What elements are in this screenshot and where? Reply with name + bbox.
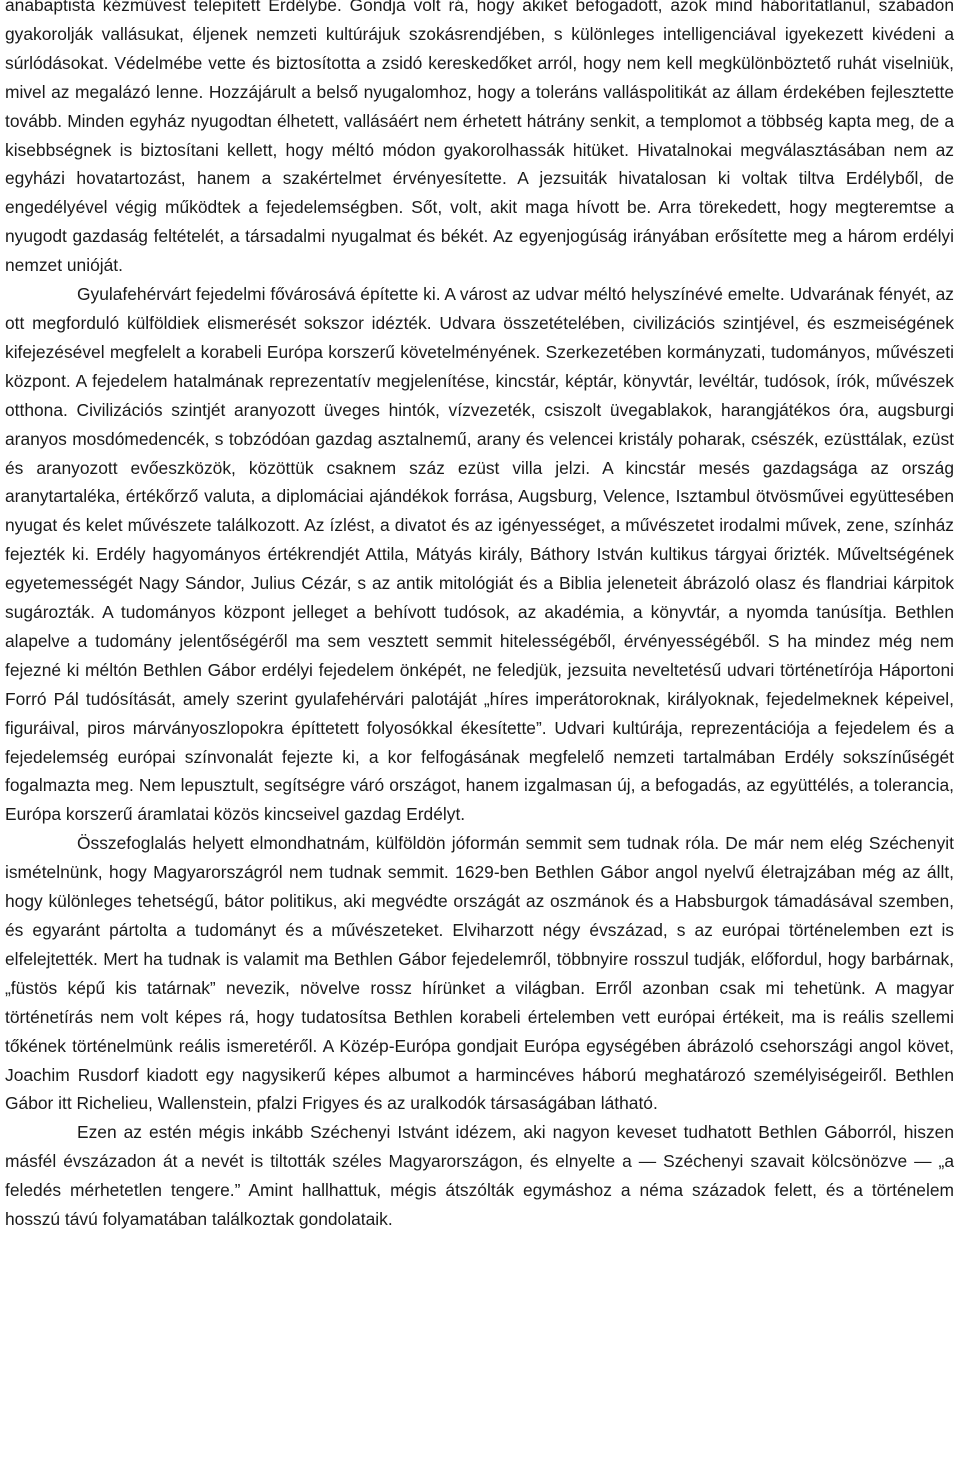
paragraph-szechenyi: Ezen az estén mégis inkább Széchenyi Istvánt idézem, aki nagyon keveset tudhatott Bethlen Gáborról, hiszen másfél évszázadon át a nevét is tiltották széles Magyarországon, és elnyelte a — Széchenyi szavait kölcsönözve — „a feledés mérhetetlen tengere.” Amint hallhattuk, mégis átszólták egymáshoz a néma századok felett, és a történelem hosszú távú folyamatában találkoztak gondolataik. — [5, 1122, 954, 1230]
paragraph-tolerance: anabaptista kézművest telepített Erdélybe. Gondja volt rá, hogy akiket befogadott, azok mind háborítatlanul, szabadon gyakorolják vallásukat, éljenek nemzeti kultúrájuk szokásrendjében, s különleges intelligenciával igyekezett kivédeni a súrlódásokat. Védelmébe vette és biztosította a zsidó kereskedőket arról, hogy nem kell megkülönböztető ruhát viselniük, mivel az megalázó lenne. Hozzájárult a belső nyugalomhoz, hogy a toleráns valláspolitikát az állam érdekében fejlesztette tovább. Minden egyház nyugodtan élhetett, vallásáért nem érhetett hátrány senkit, a templomot a többség kapta meg, de a kisebbségnek is biztosítani kellett, hogy méltó módon gyakorolhassák hitüket. Hivatalnokai megválasztásában nem az egyházi hovatartozást, hanem a szakértelmet érvényesítette. A jezsuiták hivatalosan ki voltak tiltva Erdélyből, de engedélyével végig működtek a fejedelemségben. Sőt, volt, akit maga hívott be. Arra törekedett, hogy megteremtse a nyugodt gazdaság feltételét, a társadalmi nyugalmat és békét. Az egyenjogúság irányában erősítette meg a három erdélyi nemzet unióját. — [5, 0, 954, 276]
paragraph-court-gyulafehervar: Gyulafehérvárt fejedelmi fővárosává építette ki. A várost az udvar méltó helyszínévé emelte. Udvarának fényét, az ott megforduló külföldiek elismerését sokszor idézték. Udvara összetételében, civilizációs szintjével, és eszmeiségének kifejezésével megfelelt a korabeli Európa korszerű követelményének. Szerkezetében kormányzati, tudományos, művészeti központ. A fejedelem hatalmának reprezentatív megjelenítése, kincstár, képtár, könyvtár, levéltár, tudósok, írók, művészek otthona. Civilizációs szintjét aranyozott üveges hintók, vízvezeték, csiszolt üvegablakok, harangjátékos óra, augsburgi aranyos mosdómedencék, s tobzódóan gazdag asztalnemű, arany és velencei kristály poharak, csészék, ezüsttálak, ezüst és aranyozott evőeszközök, közöttük csaknem száz ezüst villa jelzi. A kincstár mesés gazdagsága az ország aranytartaléka, értékőrző valuta, a diplomáciai ajándékok forrása, Augsburg, Velence, Isztambul ötvösművei együttesében nyugat és kelet művészete találkozott. Az ízlést, a divatot és az igényességet, a művészetet irodalmi művek, zene, színház fejezték ki. Erdély hagyományos értékrendjét Attila, Mátyás király, Báthory István kultikus tárgyai őrizték. Műveltségének egyetemességét Nagy Sándor, Julius Cézár, s az antik mitológiát és a Biblia jeleneteit ábrázoló olasz és flandriai kárpitok sugározták. A tudományos központ jelleget a behívott tudósok, az akadémia, a könyvtár, a nyomda tanúsítja. Bethlen alapelve a tudomány jelentőségéről ma sem vesztett semmit hitelességéből, érvényességéből. S ha mindez még nem fejezné ki méltón Bethlen Gábor erdélyi fejedelem önképét, ne feledjük, jezsuita neveltetésű udvari történetírója Háportoni Forró Pál tudósítását, amely szerint gyulafehérvári palotáját „híres imperátoroknak, királyoknak, fejedelmeknek képeivel, figuráival, piros márványoszlopokra építtetett folyosókkal ékesítette”. Udvari kultúrája, reprezentációja a fejedelem és a fejedelemség európai színvonalát fejezte ki, a kor felfogásának megfelelő nemzeti tartalmában Erdély sokszínűségét fogalmazta meg. Nem lepusztult, segítségre váró országot, hanem izgalmasan új, a befogadás, az együttélés, a tolerancia, Európa korszerű áramlatai közös kincseivel gazdag Erdélyt. — [5, 284, 954, 825]
paragraph-european-reputation: Összefoglalás helyett elmondhatnám, külföldön jóformán semmit sem tudnak róla. De már nem elég Széchenyit ismételnünk, hogy Magyarországról nem tudnak semmit. 1629-ben Bethlen Gábor angol nyelvű életrajzában még az állt, hogy különleges tehetségű, bátor politikus, aki megvédte országát az oszmánok és a Habsburgok támadásával szemben, és egyaránt pártolta a tudományt és a művészeteket. Elviharzott négy évszázad, s az európai történelemben ezt is elfelejtették. Mert ha tudnak is valamit ma Bethlen Gábor fejedelemről, többnyire rosszul tudják, előfordul, hogy barbárnak, „füstös képű kis tatárnak” nevezik, növelve rossz hírünket a világban. Erről azonban csak mi tehetünk. A magyar történetírás nem volt képes rá, hogy tudatosítsa Bethlen korabeli értelemben vett európai értékeit, ma is reális szellemi tőkének történelmünk reális ismeretéről. A Közép-Európa gondjait Európa egységében ábrázoló csehországi angol követ, Joachim Rusdorf kiadott egy nagysikerű képes albumot a harmincéves háború meghatározó személyiségeiről. Bethlen Gábor itt Richelieu, Wallenstein, pfalzi Frigyes és az uralkodók társaságában látható. — [5, 833, 954, 1114]
